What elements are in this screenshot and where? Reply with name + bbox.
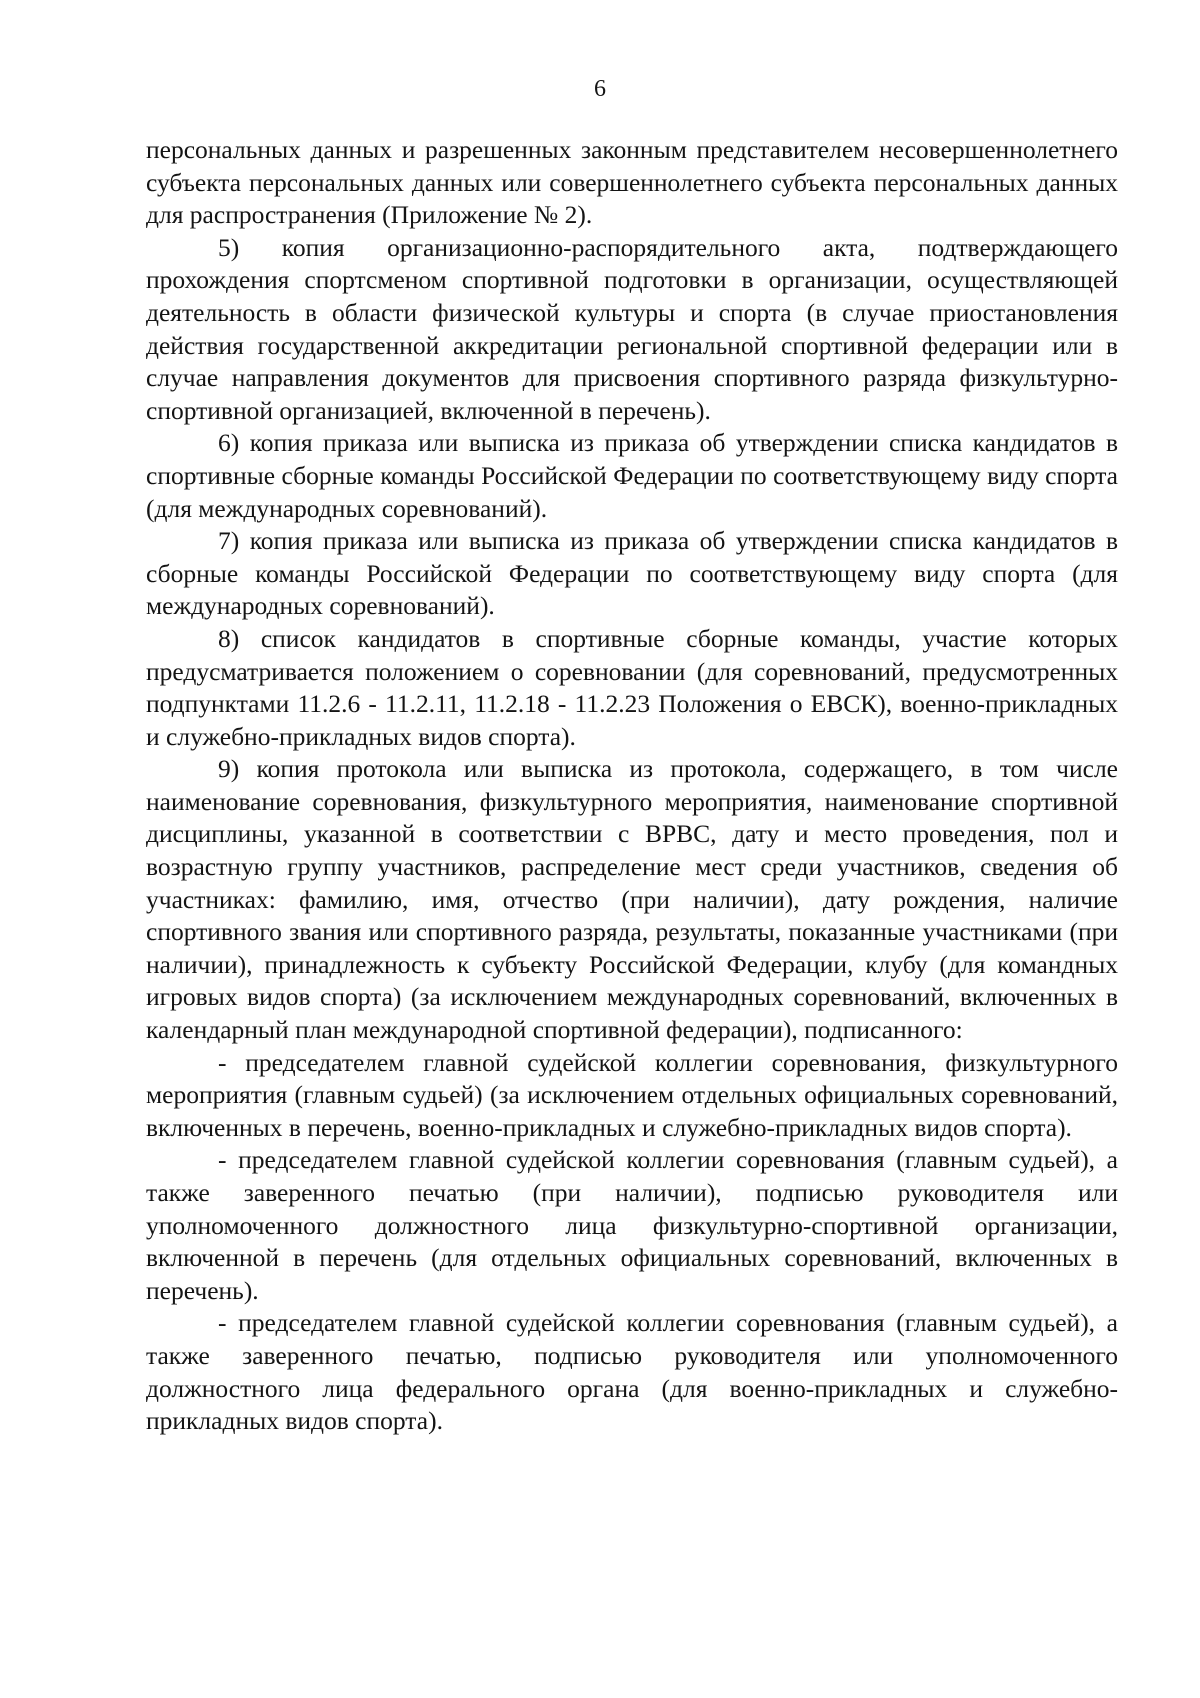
paragraph-dash-signatory-1: - председателем главной судейской коллегии соревнования, физкультурного мероприятия (главным судьей) (за исключением отдельных официальных соревнований, включенных в перечень, военно-прикладных и служебно-прикладных видов спорта). — [146, 1047, 1118, 1142]
paragraph-item-5: 5) копия организационно-распорядительного акта, подтверждающего прохождения спортсменом спортивной подготовки в организации, осуществляющей деятельность в области физической культуры и спорта (в случае приостановления действия государственной аккредитации региональной спортивной федерации или в случае направления документов для присвоения спортивного разряда физкультурно-спортивной организацией, включенной в перечень). — [146, 232, 1118, 425]
paragraph-item-6: 6) копия приказа или выписка из приказа об утверждении списка кандидатов в спортивные сборные команды Российской Федерации по соответствующему виду спорта (для международных соревнований). — [146, 428, 1118, 523]
paragraph-item-9: 9) копия протокола или выписка из протокола, содержащего, в том числе наименование соревнования, физкультурного мероприятия, наименование спортивной дисциплины, указанной в соответствии с ВРВС, дату и место проведения, пол и возрастную группу участников, распределение мест среди участников, сведения об участниках: фамилию, имя, отчество (при наличии), дату рождения, наличие спортивного звания или спортивного разряда, результаты, показанные участниками (при наличии), принадлежность к субъекту Российской Федерации, клубу (для командных игровых видов спорта) (за исключением международных соревнований, включенных в календарный план международной спортивной федерации), подписанного: — [146, 754, 1118, 1045]
paragraph-item-8: 8) список кандидатов в спортивные сборные команды, участие которых предусматривается положением о соревновании (для соревнований, предусмотренных подпунктами 11.2.6 - 11.2.11, 11.2.18 - 11.2.23 Положения о ЕВСК), военно-прикладных и служебно-прикладных видов спорта). — [146, 623, 1118, 751]
paragraph-consent-continuation: персональных данных и разрешенных законным представителем несовершеннолетнего субъекта персональных данных или совершеннолетнего субъекта персональных данных для распространения (Приложение № 2). — [146, 135, 1118, 230]
paragraph-item-7: 7) копия приказа или выписка из приказа об утверждении списка кандидатов в сборные команды Российской Федерации по соответствующему виду спорта (для международных соревнований). — [146, 526, 1118, 621]
document-body — [146, 134, 1118, 1438]
paragraph-dash-signatory-3: - председателем главной судейской коллегии соревнования (главным судьей), а также заверенного печатью, подписью руководителя или уполномоченного должностного лица федерального органа (для военно-прикладных и служебно-прикладных видов спорта). — [146, 1308, 1118, 1436]
page-number: 6 — [594, 76, 606, 102]
paragraph-dash-signatory-2: - председателем главной судейской коллегии соревнования (главным судьей), а также заверенного печатью (при наличии), подписью руководителя или уполномоченного должностного лица физкультурно-спортивной организации, включенной в перечень (для отдельных официальных соревнований, включенных в перечень). — [146, 1145, 1118, 1305]
